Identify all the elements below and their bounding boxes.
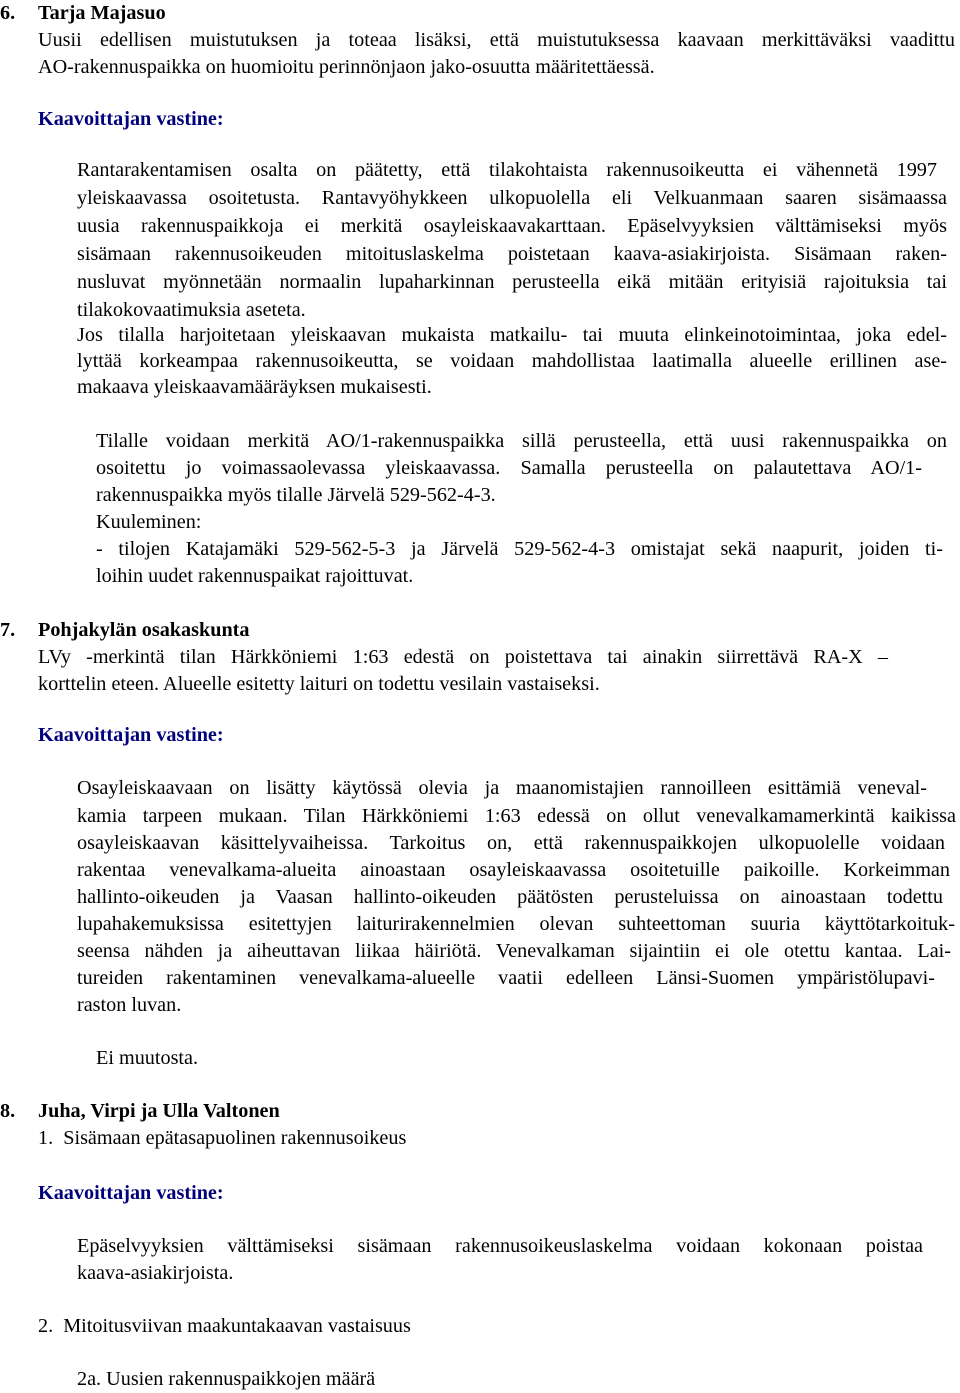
section-7-vastine-line: hallinto-oikeuden ja Vaasan hallinto-oikeuden päätösten perusteluissa on ainoastaan todettu (77, 886, 943, 908)
section-6-vastine-line: sisämaan rakennusoikeuden mitoituslaskelma poistetaan kaava-asiakirjoista. Sisämaan raken- (77, 243, 947, 265)
section-8-item-1: 1. Sisämaan epätasapuolinen rakennusoikeus (38, 1127, 407, 1149)
section-7-vastine-line: osayleiskaavan käsittelyvaiheissa. Tarkoitus on, että rakennuspaikkojen ulkopuolelle voidaan (77, 832, 945, 854)
section-7-vastine-line: raston luvan. (77, 994, 182, 1016)
section-6-kuuleminen-label: Kuuleminen: (96, 511, 202, 533)
section-6-vastine-heading: Kaavoittajan vastine: (38, 108, 224, 130)
section-6-number: 6. (0, 2, 16, 24)
section-7-vastine-line: rakentaa venevalkama-alueita ainoastaan osayleiskaavassa osoitetuille paikoille. Korkeimman (77, 859, 950, 881)
section-6-name: Tarja Majasuo (38, 2, 166, 24)
section-6-note-line: Tilalle voidaan merkitä AO/1-rakennuspaikka sillä perusteella, että uusi rakennuspaikka on (96, 430, 947, 452)
section-6-text-line: AO-rakennuspaikka on huomioitu perinnönjaon jako-osuutta määritettäessä. (38, 56, 655, 78)
section-7-vastine-line: lupahakemuksissa esitettyjen laiturirakennelmien olevan suhteettoman suuria käyttötarkoituk- (77, 913, 955, 935)
section-6-vastine-line: tilakokovaatimuksia aseteta. (77, 299, 306, 321)
section-8-name: Juha, Virpi ja Ulla Valtonen (38, 1100, 280, 1122)
section-6-vastine-line: Jos tilalla harjoitetaan yleiskaavan mukaista matkailu- tai muuta elinkeinotoimintaa, joka edel- (77, 324, 947, 346)
section-6-vastine-line: lyttää korkeampaa rakennusoikeutta, se voidaan mahdollistaa laatimalla alueelle erillinen ase- (77, 350, 947, 372)
section-7-vastine-line: seensa nähden ja aiheuttavan liikaa häiriötä. Venevalkaman sijaintiin ei ole otettu kantaa. Lai- (77, 940, 951, 962)
section-7-vastine-line: kamia tarpeen mukaan. Tilan Härkköniemi 1:63 edessä on ollut venevalkamamerkintä kaikissa (77, 805, 956, 827)
section-8-vastine-line: kaava-asiakirjoista. (77, 1262, 234, 1284)
section-6-text-line: Uusii edellisen muistutuksen ja toteaa lisäksi, että muistutuksessa kaavaan merkittäväksi vaadittu (38, 29, 955, 51)
section-8-vastine-line: Epäselvyyksien välttämiseksi sisämaan rakennusoikeuslaskelma voidaan kokonaan poistaa (77, 1235, 923, 1257)
section-6-note-line: - tilojen Katajamäki 529-562-5-3 ja Järvelä 529-562-4-3 omistajat sekä naapurit, joiden ti- (96, 538, 943, 560)
section-7-conclusion: Ei muutosta. (96, 1047, 199, 1069)
section-6-vastine-line: nusluvat myönnetään normaalin lupaharkinnan perusteella eikä mitään erityisiä rajoituksia tai (77, 271, 947, 293)
section-7-vastine-heading: Kaavoittajan vastine: (38, 724, 224, 746)
section-6-note-line: osoitettu jo voimassaolevassa yleiskaavassa. Samalla perusteella on palautettava AO/1- (96, 457, 922, 479)
section-7-vastine-line: Osayleiskaavaan on lisätty käytössä olevia ja maanomistajien rannoilleen esittämiä veneval- (77, 777, 927, 799)
section-7-text-line: korttelin eteen. Alueelle esitetty laituri on todettu vesilain vastaiseksi. (38, 673, 600, 695)
section-8-vastine-heading: Kaavoittajan vastine: (38, 1182, 224, 1204)
section-8-item-2a: 2a. Uusien rakennuspaikkojen määrä (77, 1368, 376, 1390)
section-7-vastine-line: tureiden rakentaminen venevalkama-alueelle vaatii edelleen Länsi-Suomen ympäristölupavi- (77, 967, 935, 989)
section-6-vastine-line: makaava yleiskaavamääräyksen mukaisesti. (77, 376, 432, 398)
section-7-name: Pohjakylän osakaskunta (38, 619, 250, 641)
section-7-text-line: LVy -merkintä tilan Härkköniemi 1:63 edestä on poistettava tai ainakin siirrettävä RA-X – (38, 646, 888, 668)
section-6-vastine-line: yleiskaavassa osoitetusta. Rantavyöhykkeen ulkopuolella eli Velkuanmaan saaren sisämaassa (77, 187, 947, 209)
section-6-vastine-line: uusia rakennuspaikkoja ei merkitä osayleiskaavakarttaan. Epäselvyyksien välttämiseksi myös (77, 215, 947, 237)
section-6-note-line: rakennuspaikka myös tilalle Järvelä 529-562-4-3. (96, 484, 496, 506)
section-6-vastine-line: Rantarakentamisen osalta on päätetty, että tilakohtaista rakennusoikeutta ei vähennetä 1997 (77, 159, 937, 181)
section-6-note-line: loihin uudet rakennuspaikat rajoittuvat. (96, 565, 414, 587)
section-8-number: 8. (0, 1100, 16, 1122)
section-8-item-2: 2. Mitoitusviivan maakuntakaavan vastaisuus (38, 1315, 411, 1337)
section-7-number: 7. (0, 619, 16, 641)
